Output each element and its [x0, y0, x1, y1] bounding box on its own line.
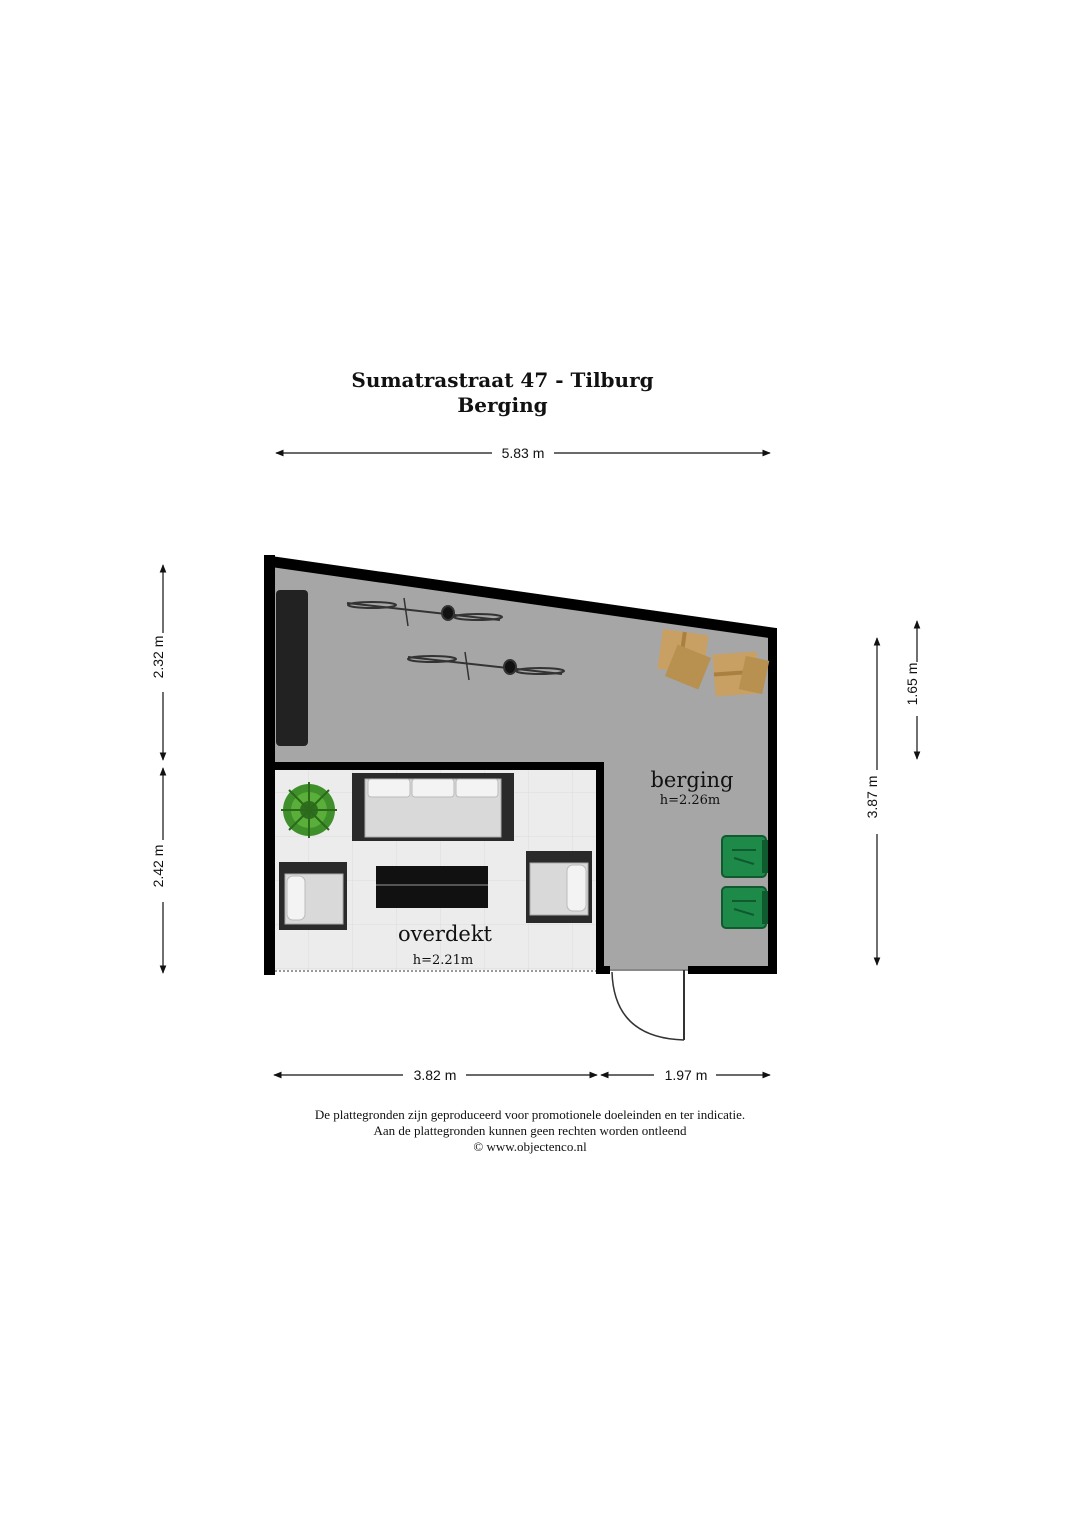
- armchair-icon: [279, 862, 347, 930]
- dimension-label: 2.42 m: [150, 844, 166, 888]
- partition-wall-vertical: [596, 762, 604, 974]
- coffee-table-highlight: [376, 884, 488, 886]
- plan-title: Sumatrastraat 47 - Tilburg: [351, 368, 654, 392]
- room-name-berging: berging: [650, 768, 734, 792]
- door-icon: [610, 970, 688, 1040]
- plant-icon: [281, 782, 337, 838]
- east-wall: [768, 628, 777, 974]
- copyright-link[interactable]: © www.objectenco.nl: [473, 1139, 587, 1154]
- room-height-overdekt: h=2.21m: [412, 953, 474, 968]
- room-height-berging: h=2.26m: [659, 793, 721, 808]
- room-name-overdekt: overdekt: [397, 922, 493, 946]
- disclaimer-line-1: De plattegronden zijn geproduceerd voor promotionele doeleinden en ter indicatie.: [314, 1107, 746, 1122]
- dimension-top-width: [276, 445, 770, 461]
- dimension-bottom-left: [274, 1067, 597, 1083]
- disclaimer: [230, 1107, 830, 1155]
- dimension-right-outer: [864, 638, 880, 965]
- wall-shelf: [276, 590, 308, 746]
- disclaimer-line-2: Aan de plattegronden kunnen geen rechten worden ontleend: [373, 1123, 687, 1138]
- dimension-label: 1.65 m: [904, 662, 920, 706]
- dimension-left-upper: [150, 565, 166, 760]
- waste-bin-icon: [722, 887, 768, 928]
- sofa-icon: [352, 773, 514, 841]
- dimension-label: 2.32 m: [150, 635, 166, 679]
- dimension-label: 3.87 m: [864, 775, 880, 819]
- south-wall-left: [596, 966, 610, 974]
- dimension-label: 1.97 m: [664, 1067, 708, 1083]
- south-wall-right: [688, 966, 777, 974]
- dimension-left-lower: [150, 768, 166, 973]
- plan-subtitle: Berging: [457, 393, 548, 417]
- coffee-table-icon: [376, 866, 488, 908]
- partition-wall-horizontal: [264, 762, 604, 770]
- dimension-label: 5.83 m: [501, 445, 545, 461]
- dimension-bottom-right: [601, 1067, 770, 1083]
- waste-bin-icon: [722, 836, 768, 877]
- armchair-icon: [526, 851, 592, 923]
- dimension-right-inner: [904, 621, 920, 759]
- dimension-label: 3.82 m: [413, 1067, 457, 1083]
